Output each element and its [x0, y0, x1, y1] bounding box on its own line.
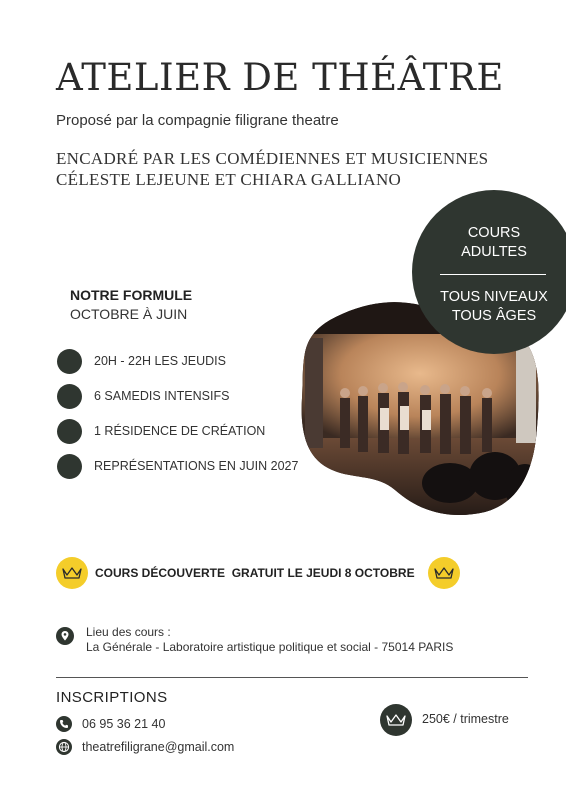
crown-icon: [428, 557, 460, 589]
email-link[interactable]: theatrefiligrane@gmail.com: [82, 740, 235, 754]
location-address: La Générale - Laboratoire artistique politique et social - 75014 PARIS: [86, 640, 454, 654]
badge-line-adults: ADULTES: [461, 244, 527, 260]
formule-period: OCTOBRE À JUIN: [70, 306, 188, 322]
phone-number-link[interactable]: 06 95 36 21 40: [82, 717, 166, 731]
list-item-text: 20H - 22H LES JEUDIS: [94, 354, 226, 368]
supervision-line-2: CÉLESTE LEJEUNE ET CHIARA GALLIANO: [56, 170, 402, 189]
location-pin-icon: [56, 627, 74, 645]
list-item: [57, 453, 298, 479]
list-item: [57, 348, 226, 374]
list-item-text: 6 SAMEDIS INTENSIFS: [94, 389, 230, 403]
list-item: [57, 418, 265, 444]
list-item-text: 1 RÉSIDENCE DE CRÉATION: [94, 424, 266, 438]
badge-line-courses: COURS: [467, 225, 521, 241]
phone-icon: [56, 716, 72, 732]
crown-icon: [56, 557, 88, 589]
formule-title: NOTRE FORMULE: [70, 287, 193, 303]
list-item: [57, 383, 229, 409]
bullet-dot: [57, 349, 82, 374]
badge-line-levels: TOUS NIVEAUX: [440, 289, 548, 305]
adult-courses-badge: [412, 190, 566, 354]
bullet-dot: [57, 454, 82, 479]
discovery-course-banner: [56, 557, 476, 589]
badge-divider: [440, 274, 546, 275]
globe-icon: [56, 739, 72, 755]
crown-icon: [380, 704, 412, 736]
location-label: Lieu des cours :: [86, 625, 171, 639]
supervision-text: [56, 148, 488, 190]
bullet-dot: [57, 419, 82, 444]
price-text: 250€ / trimestre: [422, 712, 509, 726]
inscriptions-title: INSCRIPTIONS: [56, 689, 168, 706]
bullet-dot: [57, 384, 82, 409]
page-title: ATELIER DE THÉÂTRE: [56, 56, 504, 99]
supervision-line-1: ENCADRÉ PAR LES COMÉDIENNES ET MUSICIENNES: [56, 149, 489, 168]
discovery-course-date: GRATUIT LE JEUDI 8 OCTOBRE: [231, 566, 415, 580]
discovery-course-text: [95, 566, 415, 580]
list-item-text: REPRÉSENTATIONS EN JUIN 2027: [94, 459, 299, 473]
badge-line-ages: TOUS ÂGES: [451, 308, 537, 324]
section-divider: [56, 677, 528, 678]
subtitle: Proposé par la compagnie filigrane theatre: [56, 112, 339, 129]
discovery-course-label: COURS DÉCOUVERTE: [95, 566, 226, 580]
